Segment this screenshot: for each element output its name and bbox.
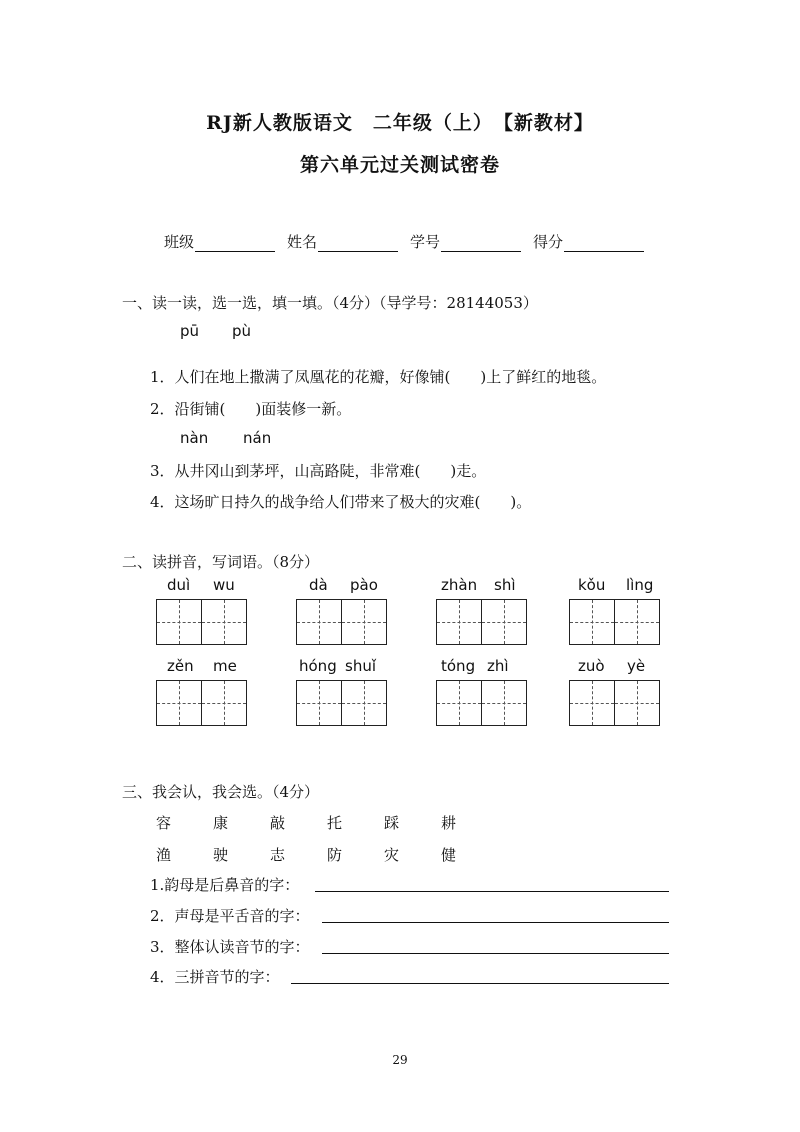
grid-cell[interactable] [201,681,246,725]
name-field [287,231,398,252]
grid-cell[interactable] [297,600,341,644]
writing-grid[interactable] [296,599,387,645]
character-row-2 [156,844,498,865]
character: 健 [441,846,457,864]
grid-cell[interactable] [481,681,526,725]
pinyin-option: nán [243,429,272,447]
grid-cell[interactable] [437,600,481,644]
word-pinyin: pào [350,576,378,594]
question-1-text-after: )上了鲜红的地毯。 [480,368,607,386]
question-2-text-before: 2．沿街铺( [150,400,226,418]
answer-line-3[interactable] [322,953,669,954]
question-2 [150,398,351,419]
word-pinyin: shuǐ [345,657,376,675]
character: 防 [327,846,343,864]
grid-cell[interactable] [481,600,526,644]
class-blank[interactable] [195,235,275,252]
grid-cell[interactable] [341,600,386,644]
character-row-1 [156,812,498,833]
word-pinyin: kǒu [578,576,606,594]
character: 敲 [270,814,286,832]
character: 耕 [441,814,457,832]
word-pinyin: me [213,657,237,675]
grid-cell[interactable] [614,681,659,725]
word-pinyin: wu [213,576,235,594]
student-number-field [410,231,521,252]
answer-line-1[interactable] [315,891,669,892]
student-number-blank[interactable] [441,235,521,252]
answer-line-2[interactable] [322,922,669,923]
grid-cell[interactable] [570,600,614,644]
word-pinyin: dà [309,576,328,594]
character: 志 [270,846,286,864]
class-label: 班级 [164,233,195,251]
question-3 [150,460,486,481]
page-subtitle: 第六单元过关测试密卷 [299,154,500,176]
grid-cell[interactable] [614,600,659,644]
name-blank[interactable] [318,235,398,252]
pinyin-option: nàn [180,429,209,447]
writing-grid[interactable] [296,680,387,726]
character: 灾 [384,846,400,864]
section2-heading: 二、读拼音，写词语。（8分） [122,553,320,571]
writing-grid[interactable] [569,599,660,645]
page-title: RJ新人教版语文 二年级（上） 【新教材】 [206,112,594,134]
student-info-row [164,231,656,252]
score-label: 得分 [533,233,564,251]
choice-question-2: 2．声母是平舌音的字： [150,907,310,925]
grid-cell[interactable] [437,681,481,725]
grid-cell[interactable] [157,681,201,725]
choice-question-1: 1.韵母是后鼻音的字： [150,876,300,894]
character: 托 [327,814,343,832]
word-pinyin: yè [627,657,646,675]
word-pinyin: zuò [578,657,605,675]
writing-grid[interactable] [156,680,247,726]
question-4 [150,491,531,512]
choice-question-4: 4．三拼音节的字： [150,968,280,986]
name-label: 姓名 [287,233,318,251]
word-pinyin: tóng [441,657,476,675]
score-field [533,231,644,252]
question-1 [150,366,606,387]
student-number-label: 学号 [410,233,441,251]
pinyin-option: pū [180,322,200,340]
word-pinyin: hóng [299,657,337,675]
writing-grid[interactable] [569,680,660,726]
word-pinyin: zhàn [441,576,478,594]
writing-grid[interactable] [436,680,527,726]
word-pinyin: zěn [167,657,194,675]
character: 驶 [213,846,229,864]
section1-heading: 一、读一读，选一选，填一填。（4分）（导学号：28144053） [122,294,538,312]
question-2-text-after: )面装修一新。 [255,400,352,418]
choice-question-3: 3．整体认读音节的字： [150,938,310,956]
question-4-text-after: )。 [510,493,532,511]
grid-cell[interactable] [201,600,246,644]
class-field [164,231,275,252]
grid-cell[interactable] [570,681,614,725]
grid-cell[interactable] [297,681,341,725]
pinyin-option: pù [232,322,252,340]
word-pinyin: lìng [626,576,654,594]
section3-heading: 三、我会认，我会选。（4分） [122,783,320,801]
word-pinyin: zhì [487,657,509,675]
grid-cell[interactable] [341,681,386,725]
answer-line-4[interactable] [291,983,669,984]
question-3-text-before: 3．从井冈山到茅坪，山高路陡，非常难( [150,462,421,480]
character: 康 [213,814,229,832]
page-number: 29 [392,1053,408,1067]
grid-cell[interactable] [157,600,201,644]
word-pinyin: shì [494,576,516,594]
character: 容 [156,814,172,832]
character: 渔 [156,846,172,864]
writing-grid[interactable] [436,599,527,645]
question-4-text-before: 4．这场旷日持久的战争给人们带来了极大的灾难( [150,493,481,511]
character: 踩 [384,814,400,832]
question-1-text-before: 1．人们在地上撒满了凤凰花的花瓣，好像铺( [150,368,451,386]
score-blank[interactable] [564,235,644,252]
question-3-text-after: )走。 [450,462,487,480]
word-pinyin: duì [167,576,191,594]
writing-grid[interactable] [156,599,247,645]
